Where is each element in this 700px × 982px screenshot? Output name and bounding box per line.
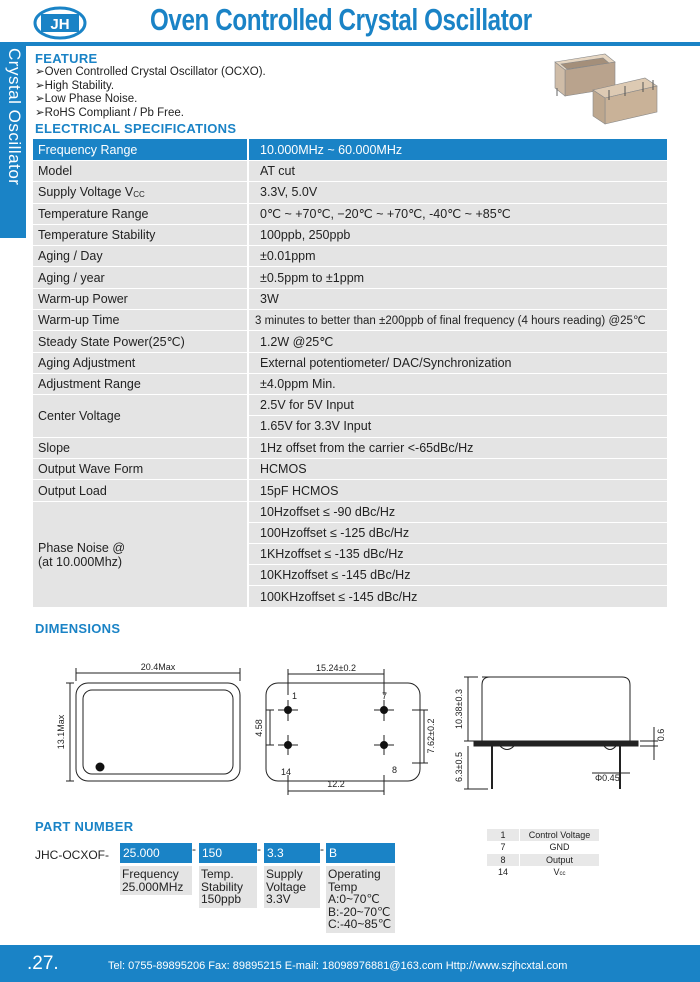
spec-value: 100KHzoffset ≤ -145 dBc/Hz [249,586,667,607]
pn-frequency-desc [120,866,192,895]
pn-desc-line: Frequency [122,867,179,881]
pn-desc-line: Temp [328,879,358,894]
table-row [33,182,667,203]
pn-temp-box: B [326,843,395,863]
feature-list [35,66,266,120]
table-row [33,267,667,288]
spec-label: Warm-up Time [33,310,247,330]
connection-header: Connection [520,816,599,829]
page-title: Oven Controlled Crystal Oscillator [150,2,532,37]
pin-hole-1 [284,706,292,714]
part-number-prefix: JHC-OCXOF- [35,848,109,862]
table-row [33,459,667,480]
pin14-label: 14 [281,767,292,777]
pn-dash: - [257,842,261,856]
table-row [487,854,599,867]
spec-label: Temperature Stability [33,225,247,245]
pin-header: PIN [487,816,519,829]
dim-width-label: 20.4Max [140,662,176,672]
pn-desc-line: Supply [266,867,303,881]
spec-value: ±0.5ppm to ±1ppm [249,267,667,287]
table-row [33,331,667,352]
table-row [487,866,599,879]
spec-label-text: Supply Voltage V [38,185,134,200]
spec-label [33,182,247,202]
pn-desc-line: A:0~70℃ [328,892,380,906]
company-logo [33,6,87,40]
spec-label: Adjustment Range [33,374,247,394]
pin-number: 7 [487,841,519,854]
spec-label-sub: CC [133,189,145,199]
footer-contact: Tel: 0755-89895206 Fax: 89895215 E-mail: 18098976881@163.com Http://www.szjhcxtal.com [108,960,568,972]
logo-text: JH [50,16,70,33]
feature-item: ➢Low Phase Noise. [35,93,138,105]
pin-connection: GND [520,841,599,854]
feature-item: ➢RoHS Compliant / Pb Free. [35,106,184,119]
pin-connection-sub: cc [559,871,566,877]
spec-label: Temperature Range [33,204,247,224]
table-row [33,204,667,225]
spec-value: HCMOS [249,459,667,479]
pin-connection: Control Voltage [520,829,599,842]
table-row [487,841,599,854]
spec-label: Aging / year [33,267,247,287]
table-row [33,246,667,267]
feature-item: ➢High Stability. [35,79,115,92]
header-bar [0,42,700,46]
pin-connection: Output [520,854,599,867]
spec-value: 3W [249,289,667,309]
spec-value: 3.3V, 5.0V [249,182,667,202]
product-image [545,50,675,135]
dim-body-height-label: 10.38±0.3 [454,689,464,729]
table-row [487,829,599,842]
pin-connection-text: V [553,867,560,877]
pin-hole-14 [284,741,292,749]
spec-value: 10.000MHz ~ 60.000MHz [249,139,667,160]
pn-desc-line: 25.000MHz [122,879,184,894]
spec-value: 3 minutes to better than ±200ppb of final frequency (4 hours reading) @25℃ [249,310,667,330]
table-row [33,225,667,246]
pin7-label: 7 [382,691,388,701]
spec-label: Aging / Day [33,246,247,266]
dim-lead-length-label: 6.3±0.5 [454,752,464,782]
spec-value: 15pF HCMOS [249,480,667,500]
part-number-heading: PART NUMBER [35,819,134,834]
pn-desc-line: Voltage [266,879,307,894]
spec-value: 1Hz offset from the carrier <-65dBc/Hz [249,438,667,458]
table-row [33,353,667,374]
spec-label: Warm-up Power [33,289,247,309]
page-number: .27. [27,953,59,974]
phase-noise-label: Phase Noise @ [38,540,126,555]
pin-table [487,816,599,879]
spec-label: Output Wave Form [33,459,247,479]
side-tab-label: Crystal Oscillator [5,48,24,186]
feature-item: ➢Oven Controlled Crystal Oscillator (OCXO). [35,66,266,78]
dim-standoff-label: 0.6 [656,728,666,742]
table-row [33,310,667,331]
pin-hole-7 [380,706,388,714]
spec-label: Steady State Power(25℃) [33,331,247,351]
spec-label: Frequency Range [33,139,247,160]
dim-pin-span-label: 15.24±0.2 [316,663,356,673]
pin-number: 8 [487,854,519,867]
table-row [33,161,667,182]
spec-value: AT cut [249,161,667,181]
pn-desc-line: 3.3V [266,892,291,906]
pin-connection [520,866,599,879]
pn-desc-line: B:-20~70℃ [328,904,391,919]
pn-desc-line: Stability [201,879,244,894]
spec-value: ±0.01ppm [249,246,667,266]
spec-label: Model [33,161,247,181]
dim-lead-dia-label: Φ0.45 [595,773,620,783]
spec-value: 2.5V for 5V Input [249,395,667,416]
table-row [33,502,667,609]
spec-value: 1.2W @25℃ [249,331,667,351]
pin-hole-8 [380,741,388,749]
feature-heading: FEATURE [35,51,98,66]
pin-number: 1 [487,829,519,842]
pin1-marker [96,763,105,772]
phase-noise-sublabel: (at 10.000Mhz) [38,554,123,569]
table-row [33,139,667,161]
dim-4-58-label: 4.58 [254,719,264,737]
table-row [33,395,667,438]
pn-desc-line: Temp. [201,867,234,881]
table-row [33,289,667,310]
pn-temp-desc [326,866,395,933]
spec-label [33,502,247,608]
pn-stability-desc [199,866,257,908]
spec-value: 1KHzoffset ≤ -135 dBc/Hz [249,544,667,565]
pn-desc-line: Operating [328,867,381,881]
pn-desc-line: 150ppb [201,892,242,906]
spec-table [33,139,667,608]
spec-value: External potentiometer/ DAC/Synchronization [249,353,667,373]
pn-dash: - [320,842,324,856]
spec-label: Center Voltage [33,395,247,437]
spec-value: ±4.0ppm Min. [249,374,667,394]
electrical-heading: ELECTRICAL SPECIFICATIONS [35,121,237,136]
dim-height-label: 13.1Max [56,714,66,750]
top-view-drawing [66,668,240,781]
dimension-drawings [30,655,670,805]
spec-value: 100Hzoffset ≤ -125 dBc/Hz [249,523,667,544]
pn-frequency-box: 25.000 [120,843,192,863]
pn-dash: - [192,842,196,856]
spec-value: 10KHzoffset ≤ -145 dBc/Hz [249,565,667,586]
pin1-label: 1 [292,691,298,701]
spec-value: 1.65V for 3.3V Input [249,416,667,437]
pn-voltage-desc [264,866,320,908]
spec-label: Slope [33,438,247,458]
table-row [33,480,667,501]
dim-7-62-label: 7.62±0.2 [426,718,436,754]
spec-value: 0℃ ~ +70℃, −20℃ ~ +70℃, -40℃ ~ +85℃ [249,204,667,224]
spec-label: Output Load [33,480,247,500]
spec-value: 10Hzoffset ≤ -90 dBc/Hz [249,502,667,523]
dimensions-heading: DIMENSIONS [35,621,121,636]
pn-voltage-box: 3.3 [264,843,320,863]
table-row [33,374,667,395]
spec-label: Aging Adjustment [33,353,247,373]
side-view-drawing [464,677,658,789]
dim-12-2-label: 12.2 [327,779,345,789]
table-row [487,816,599,829]
pin-number: 14 [487,866,519,879]
table-row [33,438,667,459]
pin8-label: 8 [392,765,398,775]
spec-value: 100ppb, 250ppb [249,225,667,245]
pn-desc-line: C:-40~85℃ [328,917,392,931]
pn-stability-box: 150 [199,843,257,863]
